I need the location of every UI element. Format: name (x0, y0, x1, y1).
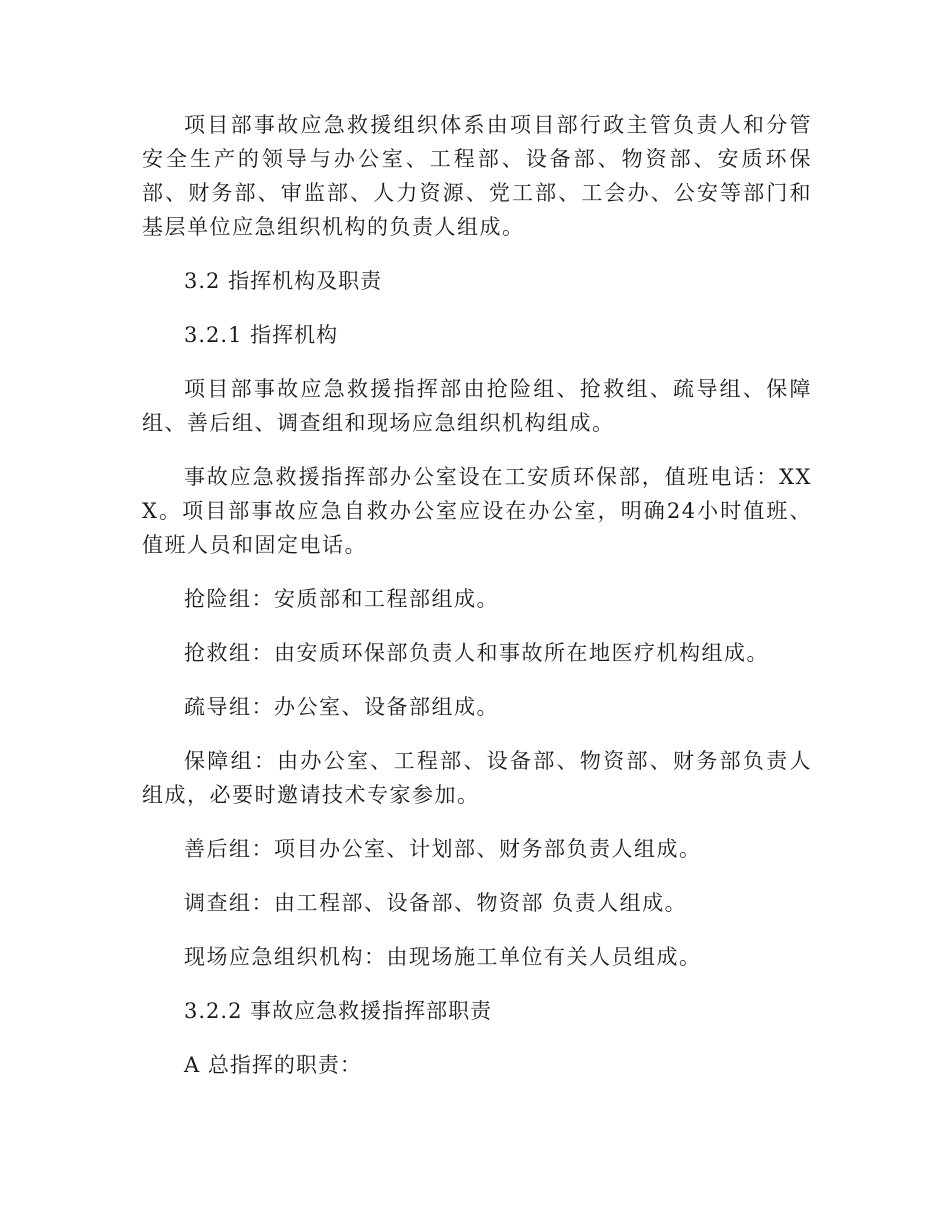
document-body (142, 108, 812, 1102)
paragraph-first-aid-team: 抢救组：由安质环保部负责人和事故所在地医疗机构组成。 (184, 641, 769, 665)
paragraph-investigation-team: 调查组：由工程部、设备部、物资部 负责人组成。 (184, 891, 688, 915)
paragraph-organization-system: 项目部事故应急救援组织体系由项目部行政主管负责人和分管安全生产的领导与办公室、工程部、设备部、物资部、安质环保部、财务部、审监部、人力资源、党工部、工会办、公安等部门和基层单位应急组织机构的负责人组成。 (142, 113, 812, 239)
heading-3-2-1: 3.2.1 指挥机构 (184, 323, 339, 347)
heading-3-2: 3.2 指挥机构及职责 (184, 269, 383, 293)
paragraph-rescue-team: 抢险组：安质部和工程部组成。 (184, 587, 499, 611)
heading-3-2-2: 3.2.2 事故应急救援指挥部职责 (184, 999, 493, 1023)
paragraph-evacuation-team: 疏导组：办公室、设备部组成。 (184, 695, 499, 719)
paragraph-office-location: 事故应急救援指挥部办公室设在工安质环保部，值班电话：XXX。项目部事故应急自救办公室应设在办公室，明确24小时值班、值班人员和固定电话。 (142, 465, 812, 557)
heading-a-commander-duties: A 总指挥的职责： (184, 1053, 362, 1077)
paragraph-support-team: 保障组：由办公室、工程部、设备部、物资部、财务部负责人组成，必要时邀请技术专家参加。 (142, 749, 812, 807)
paragraph-aftermath-team: 善后组：项目办公室、计划部、财务部负责人组成。 (184, 837, 702, 861)
paragraph-command-structure: 项目部事故应急救援指挥部由抢险组、抢救组、疏导组、保障组、善后组、调查组和现场应急组织机构组成。 (142, 377, 812, 435)
paragraph-onsite-organization: 现场应急组织机构：由现场施工单位有关人员组成。 (184, 945, 702, 969)
